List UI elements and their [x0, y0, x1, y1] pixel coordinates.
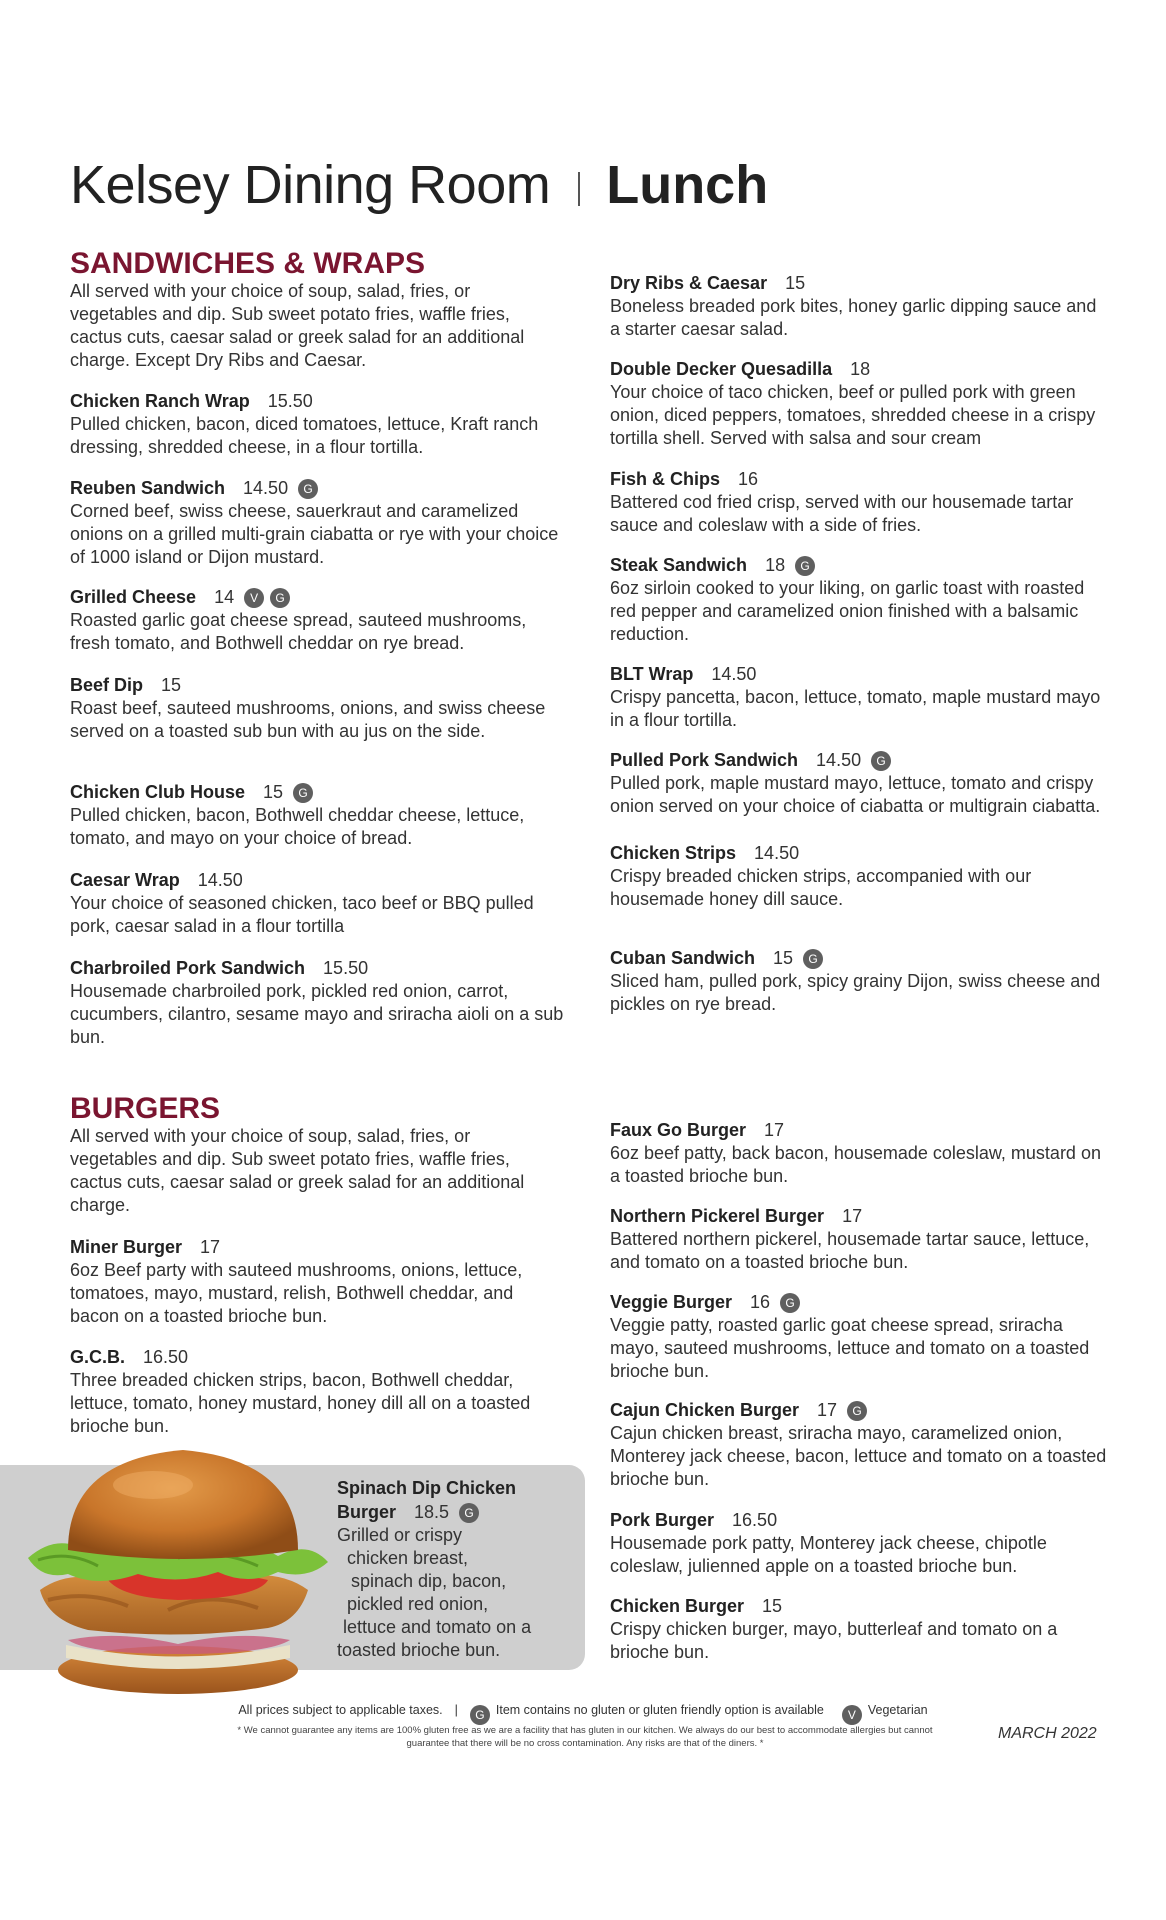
menu-item-description: Pulled pork, maple mustard mayo, lettuce, tomato and crispy onion served on your choice of ciabatta or multigrain ciabatta.	[610, 773, 1101, 816]
vegetarian-badge: V	[842, 1705, 862, 1725]
menu-item-price: 16.50	[732, 1510, 778, 1530]
section-note-sandwiches: All served with your choice of soup, salad, fries, or vegetables and dip. Sub sweet potato fries, waffle fries, cactus cuts, caesar salad or greek salad for an additional charge. Except Dry Ribs and Caesar.	[70, 281, 525, 370]
menu-item-name: Chicken Strips	[610, 843, 737, 863]
menu-item-price: 14.50	[711, 664, 757, 684]
menu-item-price: 14.50	[754, 843, 800, 863]
menu-item-description: Housemade charbroiled pork, pickled red onion, carrot, cucumbers, cilantro, sesame mayo and sriracha aioli on a sub bun.	[70, 981, 564, 1047]
menu-item-name: Pulled Pork Sandwich	[610, 750, 799, 770]
menu-edition-date: MARCH 2022	[998, 1725, 1097, 1742]
gluten-legend-text: Item contains no gluten or gluten friendly option is available	[495, 1703, 824, 1717]
menu-item-price: 14.50	[243, 478, 289, 498]
menu-item-name: Double Decker Quesadilla	[610, 359, 833, 379]
gluten-free-badge: G	[298, 479, 318, 499]
menu-item-price: 16.50	[143, 1347, 189, 1367]
menu-item	[70, 673, 565, 743]
menu-item-price: 15	[762, 1596, 783, 1616]
chicken-burger-image	[28, 1440, 338, 1700]
featured-item-description-line: toasted brioche bun.	[337, 1640, 501, 1660]
menu-item-price: 15	[263, 782, 284, 802]
featured-item-description-line: Grilled or crispy	[337, 1525, 463, 1545]
menu-item-description: Cajun chicken breast, sriracha mayo, caramelized onion, Monterey jack cheese, bacon, lettuce and tomato on a toasted brioche bun.	[610, 1423, 1107, 1489]
menu-item	[610, 946, 1110, 1016]
menu-item-name: Cuban Sandwich	[610, 948, 756, 968]
menu-item	[70, 1345, 565, 1438]
menu-item	[70, 389, 565, 459]
menu-item-description: Veggie patty, roasted garlic goat cheese spread, sriracha mayo, sauteed mushrooms, lettuce and tomato on a toasted brioche bun.	[610, 1315, 1090, 1381]
featured-item-description-line: lettuce and tomato on a	[343, 1617, 532, 1637]
menu-item	[70, 1235, 565, 1328]
menu-item-description: Sliced ham, pulled pork, spicy grainy Dijon, swiss cheese and pickles on rye bread.	[610, 971, 1101, 1014]
menu-item-price: 15	[785, 273, 806, 293]
featured-item-description	[337, 1524, 577, 1662]
menu-item-price: 15.50	[267, 391, 313, 411]
featured-item-description-line: spinach dip, bacon,	[351, 1571, 507, 1591]
section-heading-burgers: BURGERS	[70, 1092, 221, 1125]
menu-item-price: 17	[842, 1206, 863, 1226]
menu-item-price: 16	[738, 469, 759, 489]
menu-item-name: Northern Pickerel Burger	[610, 1206, 825, 1226]
menu-item-name: Steak Sandwich	[610, 555, 748, 575]
menu-item-price: 15	[161, 675, 182, 695]
menu-item-name: Cajun Chicken Burger	[610, 1400, 800, 1420]
menu-item-description: Corned beef, swiss cheese, sauerkraut and caramelized onions on a grilled multi-grain ciabatta or rye with your choice of 1000 island or Dijon mustard.	[70, 501, 559, 567]
menu-item	[610, 1118, 1110, 1188]
menu-item-name: Reuben Sandwich	[70, 478, 226, 498]
menu-item-description: Battered cod fried crisp, served with our housemade tartar sauce and coleslaw with a side of fries.	[610, 492, 1074, 535]
menu-item-description: Crispy chicken burger, mayo, butterleaf and tomato on a brioche bun.	[610, 1619, 1058, 1662]
restaurant-name: Kelsey Dining Room	[70, 155, 551, 215]
gluten-free-badge: G	[459, 1503, 479, 1523]
menu-item-description: Battered northern pickerel, housemade tartar sauce, lettuce, and tomato on a toasted brioche bun.	[610, 1229, 1090, 1272]
menu-item	[610, 1508, 1110, 1578]
menu-item-name: Chicken Ranch Wrap	[70, 391, 250, 411]
menu-item-name: Faux Go Burger	[610, 1120, 747, 1140]
featured-menu-item	[337, 1477, 577, 1662]
menu-item-price: 18	[765, 555, 786, 575]
featured-item-description-line: pickled red onion,	[347, 1594, 489, 1614]
menu-item-price: 14.50	[816, 750, 862, 770]
menu-item-name: Veggie Burger	[610, 1292, 733, 1312]
allergy-disclaimer: * We cannot guarantee any items are 100% gluten free as we are a facility that has gluten in our kitchen. We always do our best to accommodate allergies but cannot guarantee that there will be no cross contamination. Any risks are that of the diners. *	[237, 1725, 933, 1749]
menu-item-description: Roast beef, sauteed mushrooms, onions, and swiss cheese served on a toasted sub bun with au jus on the side.	[70, 698, 546, 741]
menu-item	[70, 585, 565, 655]
gluten-free-badge: G	[795, 556, 815, 576]
menu-item	[610, 1290, 1110, 1383]
gluten-free-badge: G	[270, 588, 290, 608]
menu-item	[610, 357, 1110, 450]
menu-item-price: 17	[200, 1237, 221, 1257]
menu-item-description: Your choice of taco chicken, beef or pulled pork with green onion, diced peppers, tomatoes, shredded cheese in a crispy tortilla shell. Served with salsa and sour cream	[610, 382, 1096, 448]
menu-item-name: Pork Burger	[610, 1510, 715, 1530]
menu-item-description: Your choice of seasoned chicken, taco beef or BBQ pulled pork, caesar salad in a flour tortilla	[70, 893, 534, 936]
menu-item	[610, 1594, 1110, 1664]
legend-separator: |	[454, 1703, 458, 1717]
menu-item-name: Fish & Chips	[610, 469, 721, 489]
menu-item	[70, 476, 565, 569]
menu-item-price: 16	[750, 1292, 771, 1312]
section-heading-sandwiches: SANDWICHES & WRAPS	[70, 247, 426, 280]
page-title	[70, 150, 768, 220]
section-note-burgers: All served with your choice of soup, salad, fries, or vegetables and dip. Sub sweet potato fries, waffle fries, cactus cuts, caesar salad or greek salad for an additional charge.	[70, 1126, 525, 1215]
menu-item-price: 14	[214, 587, 235, 607]
menu-item	[610, 467, 1110, 537]
menu-item-price: 15.50	[323, 958, 369, 978]
featured-item-description-line: chicken breast,	[347, 1548, 469, 1568]
featured-item-name: Spinach Dip Chicken	[337, 1478, 517, 1498]
menu-item	[610, 841, 1110, 911]
menu-item-description: 6oz beef patty, back bacon, housemade coleslaw, mustard on a toasted brioche bun.	[610, 1143, 1101, 1186]
gluten-free-badge: G	[847, 1401, 867, 1421]
menu-item-description: Three breaded chicken strips, bacon, Bothwell cheddar, lettuce, tomato, honey mustard, honey dill all on a toasted brioche bun.	[70, 1370, 531, 1436]
menu-item-description: Crispy pancetta, bacon, lettuce, tomato, maple mustard mayo in a flour tortilla.	[610, 687, 1101, 730]
tax-note: All prices subject to applicable taxes.	[238, 1703, 443, 1717]
featured-item-name-cont: Burger	[337, 1502, 397, 1522]
menu-item	[70, 780, 565, 850]
menu-item-price: 15	[773, 948, 794, 968]
menu-item-name: Charbroiled Pork Sandwich	[70, 958, 306, 978]
menu-item	[70, 956, 565, 1049]
menu-item-name: Chicken Club House	[70, 782, 246, 802]
menu-item	[610, 553, 1110, 646]
menu-item-name: Miner Burger	[70, 1237, 183, 1257]
gluten-free-badge: G	[803, 949, 823, 969]
menu-item-name: G.C.B.	[70, 1347, 126, 1367]
menu-item-name: Dry Ribs & Caesar	[610, 273, 768, 293]
gluten-free-badge: G	[293, 783, 313, 803]
title-divider	[578, 172, 580, 206]
menu-item-name: Grilled Cheese	[70, 587, 197, 607]
gluten-free-badge: G	[470, 1705, 490, 1725]
menu-item-name: Beef Dip	[70, 675, 144, 695]
menu-item-description: 6oz sirloin cooked to your liking, on garlic toast with roasted red pepper and caramelized onion finished with a balsamic reduction.	[610, 578, 1085, 644]
menu-item-description: Housemade pork patty, Monterey jack cheese, chipotle coleslaw, julienned apple on a toasted brioche bun.	[610, 1533, 1047, 1576]
vegetarian-legend-text: Vegetarian	[867, 1703, 928, 1717]
menu-item-name: Caesar Wrap	[70, 870, 180, 890]
vegetarian-badge: V	[244, 588, 264, 608]
menu-item	[610, 1398, 1110, 1491]
menu-item-name: BLT Wrap	[610, 664, 694, 684]
menu-item-price: 14.50	[197, 870, 243, 890]
legend	[0, 1703, 1166, 1725]
menu-item-description: Pulled chicken, bacon, Bothwell cheddar cheese, lettuce, tomato, and mayo on your choice of bread.	[70, 805, 525, 848]
gluten-free-badge: G	[871, 751, 891, 771]
menu-item	[610, 271, 1110, 341]
menu-item-name: Chicken Burger	[610, 1596, 745, 1616]
menu-item-description: Crispy breaded chicken strips, accompanied with our housemade honey dill sauce.	[610, 866, 1032, 909]
menu-item-price: 17	[764, 1120, 785, 1140]
menu-item	[70, 868, 565, 938]
meal-name: Lunch	[606, 155, 769, 215]
menu-item-description: Boneless breaded pork bites, honey garlic dipping sauce and a starter caesar salad.	[610, 296, 1097, 339]
menu-item-description: Pulled chicken, bacon, diced tomatoes, lettuce, Kraft ranch dressing, shredded cheese, in a flour tortilla.	[70, 414, 539, 457]
menu-item-price: 18	[850, 359, 871, 379]
menu-item-description: 6oz Beef party with sauteed mushrooms, onions, lettuce, tomatoes, mayo, mustard, relish, Bothwell cheddar, and bacon on a toasted brioche bun.	[70, 1260, 523, 1326]
menu-item-description: Roasted garlic goat cheese spread, sauteed mushrooms, fresh tomato, and Bothwell cheddar on rye bread.	[70, 610, 527, 653]
featured-item-price: 18.5	[414, 1502, 450, 1522]
menu-item	[610, 1204, 1110, 1274]
menu-item-price: 17	[817, 1400, 838, 1420]
menu-item	[610, 662, 1110, 732]
gluten-free-badge: G	[780, 1293, 800, 1313]
menu-item	[610, 748, 1110, 818]
